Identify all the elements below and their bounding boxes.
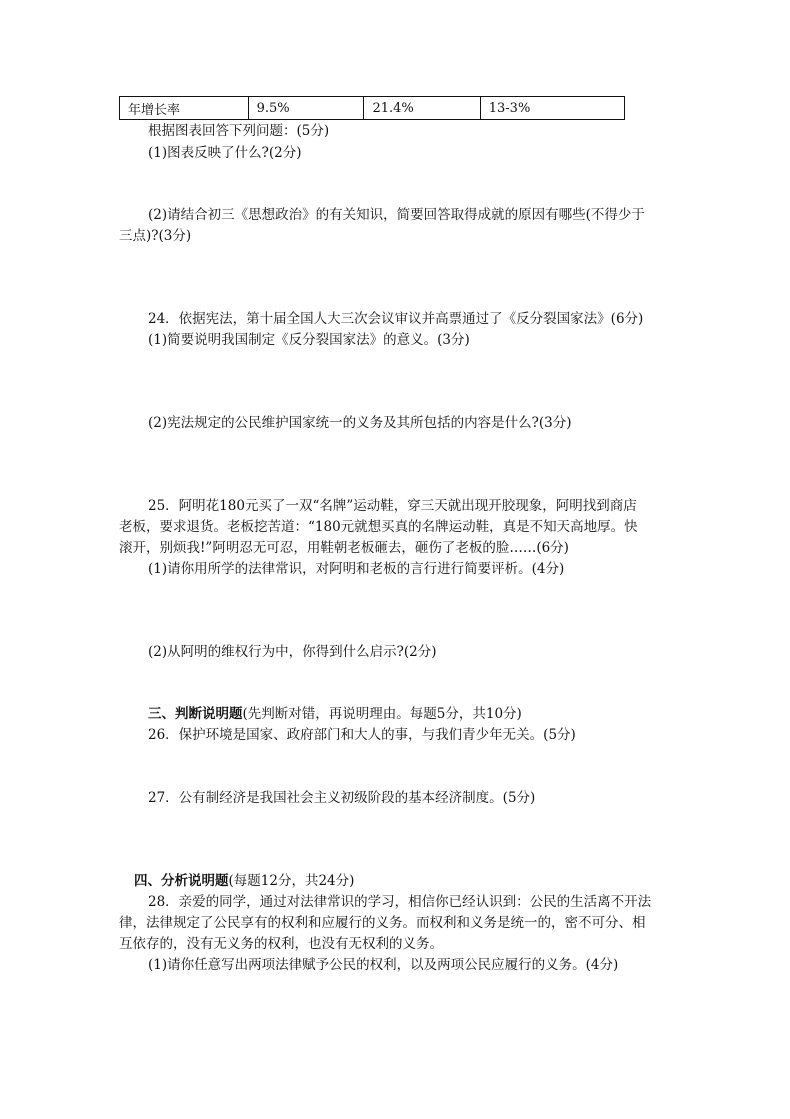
q25-part1: (1)请你用所学的法律常识，对阿明和老板的言行进行简要评析。(4分) [148,561,565,577]
table-row [120,97,625,120]
q23-part2-line2: 三点)?(3分) [119,228,192,244]
table-row-label: 年增长率 [120,97,249,120]
q25-line2: 老板，要求退货。老板挖苦道：“180元就想买真的名牌运动鞋，真是不知天高地厚。快 [119,519,638,535]
q26: 26．保护环境是国家、政府部门和大人的事，与我们青少年无关。(5分) [148,727,576,743]
q28-line3: 互依存的，没有无义务的权利，也没有无权利的义务。 [119,936,443,952]
q25-part2: (2)从阿明的维权行为中，你得到什么启示?(2分) [148,644,437,660]
q24-part2: (2)宪法规定的公民维护国家统一的义务及其所包括的内容是什么?(3分) [148,415,572,431]
table-cell: 13-3% [480,97,624,120]
section3-title: 三、判断说明题 [148,706,243,722]
q28-line2: 律，法律规定了公民享有的权利和应履行的义务。而权利和义务是统一的，密不可分、相 [119,915,646,931]
q28-line1: 28．亲爱的同学，通过对法律常识的学习，相信你已经认识到：公民的生活离不开法 [148,894,652,910]
q23-intro: 根据图表回答下列问题：(5分) [148,123,330,139]
section4-note: (每题12分，共24分) [228,873,355,889]
table-cell: 9.5% [248,97,364,120]
q25-line1: 25．阿明花180元买了一双“名牌”运动鞋，穿三天就出现开胶现象，阿明找到商店 [148,498,637,514]
table-cell: 21.4% [364,97,480,120]
q27: 27．公有制经济是我国社会主义初级阶段的基本经济制度。(5分) [148,790,536,806]
section4-heading [134,871,354,891]
q24-part1: (1)简要说明我国制定《反分裂国家法》的意义。(3分) [148,332,470,348]
q25-line3: 滚开，别烦我!”阿明忍无可忍，用鞋朝老板砸去，砸伤了老板的脸……(6分) [119,540,569,556]
q28-part1: (1)请你任意写出两项法律赋予公民的权利，以及两项公民应履行的义务。(4分) [148,957,619,973]
q24-stem: 24．依据宪法，第十届全国人大三次会议审议并高票通过了《反分裂国家法》(6分) [148,311,644,327]
section4-title: 四、分析说明题 [134,873,229,889]
section3-heading [148,704,522,724]
growth-rate-table [119,96,625,120]
q23-part2-line1: (2)请结合初三《思想政治》的有关知识，简要回答取得成就的原因有哪些(不得少于 [148,207,645,223]
section3-note: (先判断对错，再说明理由。每题5分，共10分) [242,706,522,722]
q23-part1: (1)图表反映了什么?(2分) [148,145,302,161]
